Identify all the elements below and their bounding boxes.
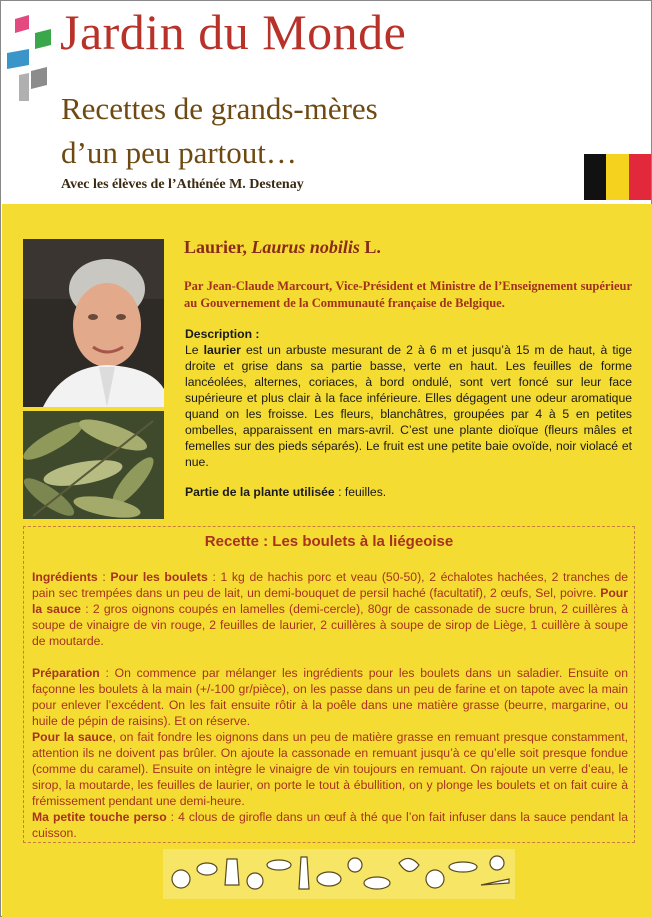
subtitle-line-1: Recettes de grands-mères [61,91,378,126]
plant-latin-name: Laurus nobilis [251,237,360,257]
ingredients-label: Ingrédients [32,570,98,584]
personal-touch-text: : 4 clous de girofle dans un œuf à thé que l’on fait infuser dans la sauce pendant la cuisson. [32,810,628,840]
plant-part-label: Partie de la plante utilisée [185,485,335,499]
belgian-flag-icon [584,154,651,200]
onion-icon [247,873,263,889]
fish-icon [267,860,291,870]
pan-icon [364,877,390,889]
page-title: Jardin du Monde [60,4,407,60]
plant-name-suffix: L. [364,237,381,257]
author-photo [23,239,164,407]
sauce-preparation-text: , on fait fondre les oignons dans un peu de matière grasse en remuant presque constamment, attention ils ne doivent pas brûler. On ajoute la cassonade en remuant jusqu’à ce qu’elle soit presque fondue (comme du caramel). Ensuite on intègre le vinaigre de vin toujours en remuant. On rajoute un verre d’eau, le sirop, la moutarde, les feuilles de laurier, on porte le tout à ébullition, on y plonge les boulets et on fait cuire à frémissement pendant une demi-heure. [32,730,628,808]
food-illustrations-strip [163,849,515,899]
personal-touch-paragraph [32,809,628,841]
description-label: Description : [185,327,260,341]
boulets-label: Pour les boulets [110,570,208,584]
cup-icon [348,858,362,872]
page-subtitle [61,87,378,175]
recipe-body [32,569,628,841]
cheese-icon [317,872,341,886]
description-text: Le laurier est un arbuste mesurant de 2 à 6 m et jusqu’à 15 m de haut, à tige droite et grise dans sa partie basse, verte en haut. Les feuilles de forme lancéolées, alternes, coriaces, à bord ondulé, sont vert foncé sur leur face supérieure et plus clair à la face inférieure. Elles dégagent une odeur aromatique quand on les froisse. Les fleurs, blanchâtres, groupées par 4 à 5 en petites ombelles, apparaissent en mars-avril. C’est une plante dioïque (fleurs mâles et femelles sur des pieds séparés). Le fruit est une petite baie ovoïde, noir violacé et nue. [185,343,632,469]
plant-title [184,237,381,258]
recipe-box [23,526,635,843]
boulets-ingredients: : 1 kg de hachis porc et veau (50-50), 2 échalotes hachées, 2 tranches de pain sec trempées dans un peu de lait, un demi-bouquet de persil haché (facultatif), 2 œufs, Sel, poivre. [32,570,628,600]
plant-part-value: : feuilles. [334,485,387,499]
leaf-icon [449,862,477,872]
subtitle-line-2: d’un peu partout… [61,135,297,170]
recipe-title: Recette : Les boulets à la liégeoise [204,533,454,550]
preparation-paragraph [32,665,628,729]
bread-icon [197,863,217,875]
preparation-text: : On commence par mélanger les ingrédients pour les boulets dans un saladier. Ensuite on façonne les boulets à la main (+/-100 gr/pièce), on les passe dans un peu de farine et on tapote avec la main pour enlever l’excédent. On les fait ensuite rôtir à la poêle dans une matière grasse (beurre, margarine, ou huile de pépin de raisins). Et on réserve. [32,666,628,728]
jug-icon [225,859,239,885]
bowl-icon [426,870,444,888]
byline: Avec les élèves de l’Athénée M. Destenay [61,177,304,192]
plant-name: Laurier, [184,237,247,257]
description-section [185,326,632,470]
author-credit: Par Jean-Claude Marcourt, Vice-Président et Ministre de l’Enseignement supérieur au Gouvernement de la Communauté française de Belgique. [184,279,632,310]
description-keyword: laurier [203,343,241,357]
personal-touch-label: Ma petite touche perso [32,810,167,824]
plant-part-used [185,485,386,499]
sauce-label: Pour la sauce [32,586,628,616]
apple-icon [490,856,504,870]
sauce-preparation-paragraph [32,729,628,809]
ingredients-paragraph: Ingrédients : Pour les boulets : 1 kg de hachis porc et veau (50-50), 2 échalotes hachées, 2 tranches de pain sec trempées dans un peu de lait, un demi-bouquet de persil haché (facultatif), 2 œufs, Sel, poivre. Pour la sauce : 2 gros oignons coupés en lamelles (demi-cercle), 80gr de cassonade de sucre brun, 2 cuillères à soupe de vinaigre de vin rouge, 2 feuilles de laurier, 2 cuillères à soupe de sirop de Liège, 1 cuillère à soupe de moutarde. [32,570,628,648]
pot-icon [172,870,190,888]
sauce-ingredients: : 2 gros oignons coupés en lamelles (demi-cercle), 80gr de cassonade de sucre brun, 2 cuillères à soupe de vinaigre de vin rouge, 2 feuilles de laurier, 2 cuillères à soupe de sirop de Liège, 1 cuillère à soupe de moutarde. [32,602,628,648]
preparation-label: Préparation [32,666,100,680]
sauce-preparation-label: Pour la sauce [32,730,113,744]
logo-icon [7,15,53,101]
laurel-leaves-photo [23,411,164,519]
bottle-icon [299,857,309,889]
